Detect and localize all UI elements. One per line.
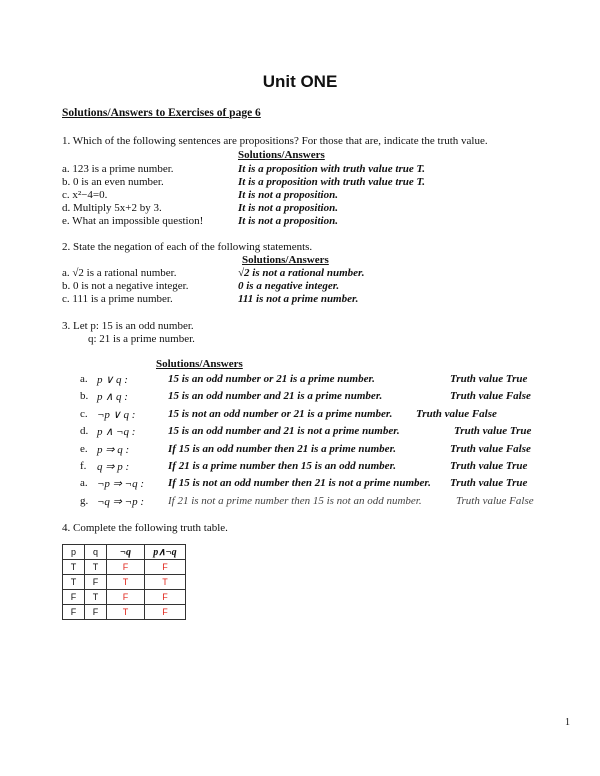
- q3-item-truth-value: Truth value True: [454, 425, 532, 437]
- q2-item-a: a. √2 is a rational number.: [62, 267, 177, 279]
- q3-item-answer: If 21 is not a prime number then 15 is not an odd number.: [168, 495, 422, 507]
- q3-item-answer: If 21 is a prime number then 15 is an odd number.: [168, 460, 396, 472]
- q3-item-expression: ¬p ⇒ ¬q :: [97, 478, 144, 490]
- q3-item-expression: ¬p ∨ q :: [97, 409, 136, 421]
- truth-table-cell-p: T: [63, 575, 85, 590]
- truth-table-cell-q: T: [85, 590, 107, 605]
- q1-answer-a: It is a proposition with truth value true T.: [238, 163, 425, 175]
- q3-item-label: b.: [80, 390, 89, 402]
- q1-item-d: d. Multiply 5x+2 by 3.: [62, 202, 162, 214]
- truth-table-cell-not-q: T: [107, 575, 145, 590]
- q2-answer-b: 0 is a negative integer.: [238, 280, 340, 292]
- truth-table: [62, 544, 186, 620]
- truth-table-cell-p: F: [63, 605, 85, 620]
- q1-answer-e: It is not a proposition.: [238, 215, 338, 227]
- q1-answer-c: It is not a proposition.: [238, 189, 338, 201]
- q2-prompt: 2. State the negation of each of the following statements.: [62, 241, 313, 253]
- truth-table-header-p: p: [63, 545, 85, 560]
- q3-item-label: c.: [80, 408, 88, 420]
- truth-table-cell-not-q: F: [107, 560, 145, 575]
- q2-answer-a: √2 is not a rational number.: [238, 267, 365, 279]
- truth-table-header-q: q: [85, 545, 107, 560]
- q3-item-truth-value: Truth value True: [450, 477, 528, 489]
- q3-item-label: a.: [80, 373, 88, 385]
- q1-item-a: a. 123 is a prime number.: [62, 163, 174, 175]
- q3-item-truth-value: Truth value True: [450, 373, 528, 385]
- q1-answer-b: It is a proposition with truth value true T.: [238, 176, 425, 188]
- q3-item-truth-value: Truth value True: [450, 460, 528, 472]
- truth-table-cell-p: F: [63, 590, 85, 605]
- truth-table-header-p-and-not-q: p∧¬q: [145, 545, 186, 560]
- page-subtitle: Solutions/Answers to Exercises of page 6: [62, 107, 261, 119]
- truth-table-cell-not-q: T: [107, 605, 145, 620]
- q3-item-answer: 15 is not an odd number or 21 is a prime number.: [168, 408, 393, 420]
- q1-item-e: e. What an impossible question!: [62, 215, 204, 227]
- truth-table-cell-q: F: [85, 575, 107, 590]
- truth-table-cell-q: F: [85, 605, 107, 620]
- q2-item-b: b. 0 is not a negative integer.: [62, 280, 189, 292]
- q3-item-truth-value: Truth value False: [456, 495, 534, 507]
- truth-table-row: [63, 605, 186, 620]
- q3-item-answer: If 15 is not an odd number then 21 is not a prime number.: [168, 477, 431, 489]
- q3-item-truth-value: Truth value False: [416, 408, 497, 420]
- truth-table-cell-p: T: [63, 560, 85, 575]
- q3-item-label: e.: [80, 443, 88, 455]
- q3-item-answer: 15 is an odd number and 21 is not a prime number.: [168, 425, 400, 437]
- q3-item-answer: If 15 is an odd number then 21 is a prime number.: [168, 443, 396, 455]
- q3-item-truth-value: Truth value False: [450, 390, 531, 402]
- q1-answer-d: It is not a proposition.: [238, 202, 338, 214]
- q3-let-q: q: 21 is a prime number.: [88, 333, 195, 345]
- q3-item-answer: 15 is an odd number and 21 is a prime number.: [168, 390, 383, 402]
- q3-item-label: a.: [80, 477, 88, 489]
- q3-item-label: d.: [80, 425, 89, 437]
- q2-item-c: c. 111 is a prime number.: [62, 293, 173, 305]
- q3-let-p: 3. Let p: 15 is an odd number.: [62, 320, 194, 332]
- q3-item-expression: ¬q ⇒ ¬p :: [97, 496, 144, 508]
- q3-item-expression: p ∧ q :: [97, 391, 128, 403]
- truth-table-cell-p-and-not-q: T: [145, 575, 186, 590]
- truth-table-cell-not-q: F: [107, 590, 145, 605]
- q3-item-label: f.: [80, 460, 87, 472]
- truth-table-row: [63, 590, 186, 605]
- q3-item-label: g.: [80, 495, 89, 507]
- truth-table-row: [63, 575, 186, 590]
- q3-item-expression: p ∨ q :: [97, 374, 128, 386]
- truth-table-header-row: [63, 545, 186, 560]
- truth-table-cell-q: T: [85, 560, 107, 575]
- q3-solutions-header: Solutions/Answers: [156, 358, 243, 370]
- q1-prompt: 1. Which of the following sentences are propositions? For those that are, indicate the truth value.: [62, 135, 488, 147]
- truth-table-cell-p-and-not-q: F: [145, 605, 186, 620]
- page-number: 1: [565, 717, 570, 728]
- q3-item-truth-value: Truth value False: [450, 443, 531, 455]
- q3-item-expression: p ∧ ¬q :: [97, 426, 136, 438]
- q1-item-b: b. 0 is an even number.: [62, 176, 164, 188]
- page-title: Unit ONE: [262, 72, 338, 91]
- q3-item-answer: 15 is an odd number or 21 is a prime number.: [168, 373, 375, 385]
- q2-answer-c: 111 is not a prime number.: [238, 293, 359, 305]
- q4-prompt: 4. Complete the following truth table.: [62, 522, 228, 534]
- truth-table-cell-p-and-not-q: F: [145, 590, 186, 605]
- q3-item-expression: p ⇒ q :: [97, 444, 130, 456]
- q1-solutions-header: Solutions/Answers: [238, 149, 325, 161]
- q3-item-expression: q ⇒ p :: [97, 461, 130, 473]
- truth-table-header-not-q: ¬q: [107, 545, 145, 560]
- truth-table-cell-p-and-not-q: F: [145, 560, 186, 575]
- q2-solutions-header: Solutions/Answers: [242, 254, 329, 266]
- truth-table-row: [63, 560, 186, 575]
- q1-item-c: c. x²−4=0.: [62, 189, 108, 201]
